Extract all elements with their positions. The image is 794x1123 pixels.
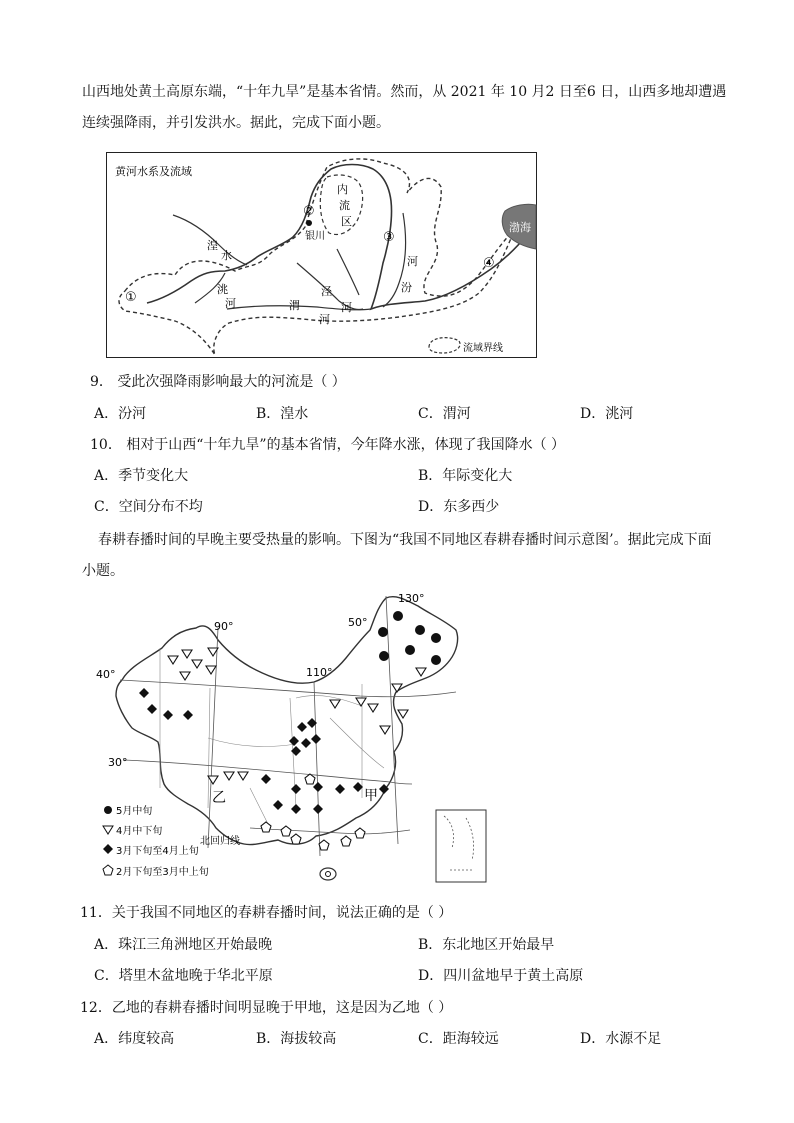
markers-mid-late-april	[168, 648, 426, 784]
place-yi: 乙	[212, 790, 226, 806]
intro2-line2: 小题。	[82, 563, 124, 579]
china-map-svg	[96, 588, 500, 888]
intro1-line2: 连续强降雨，并引发洪水。据此，完成下面小题。	[82, 115, 390, 131]
map1-title: 黄河水系及流域	[115, 165, 192, 178]
q9-option-c: C．渭河	[418, 406, 471, 422]
lon-90-label: 90°	[214, 620, 234, 633]
hainan-marker	[326, 872, 331, 877]
q9-option-a: A．汾河	[94, 406, 147, 422]
legend-pentagon-label: 2月下旬至3月中上旬	[116, 867, 209, 878]
luo-he-river	[337, 249, 359, 295]
legend-circle-icon	[104, 806, 112, 814]
q10-option-a: A．季节变化大	[94, 468, 189, 484]
lon-110-label: 110°	[306, 666, 333, 679]
south-china-sea-inset	[436, 810, 486, 882]
q12-option-d: D．水源不足	[580, 1031, 662, 1047]
tropic-label: 北回归线	[200, 836, 240, 847]
intro1-line1: 山西地处黄土高原东端，“十年九旱”是基本省情。然而，从 2021 年 10 月2 日至6 日，山西多地却遭遇	[82, 84, 727, 100]
legend-diamond-icon	[103, 844, 113, 854]
map1-bohai: 渤海	[509, 221, 531, 234]
intro2-line1: 春耕春播时间的早晚主要受热量的影响。下图为“我国不同地区春耕春播时间示意图’。据此完成下面	[98, 532, 712, 548]
map1-tao2: 河	[225, 297, 236, 310]
map1-huang1: 湟	[207, 239, 218, 252]
legend-diamond-label: 3月下旬至4月上旬	[116, 846, 199, 857]
china-spring-planting-map	[96, 588, 500, 888]
map1-marker-1: ①	[125, 290, 137, 305]
basin-boundary	[119, 159, 515, 355]
q11-option-a: A．珠江三角洲地区开始最晚	[94, 937, 273, 953]
q12-option-a: A．纬度较高	[94, 1031, 175, 1047]
q11-option-d: D．四川盆地早于黄土高原	[418, 968, 584, 984]
map1-legend: 流域界线	[463, 343, 503, 354]
map2-legend	[103, 804, 209, 878]
map1-fen2: 汾	[401, 281, 412, 294]
yellow-river-map-svg	[107, 153, 536, 357]
map1-inner2: 流	[339, 199, 350, 212]
lat-30-label: 30°	[108, 756, 128, 769]
legend-triangle-icon	[103, 826, 113, 834]
yinchuan-dot	[306, 220, 312, 226]
map1-inner1: 内	[337, 183, 348, 196]
map1-inner3: 区	[341, 215, 352, 228]
lat-40-label: 40°	[96, 668, 116, 681]
q12-stem: 12．乙地的春耕春播时间明显晚于甲地，这是因为乙地（ ）	[80, 1000, 453, 1016]
map1-fen1: 河	[407, 255, 418, 268]
q11-option-b: B．东北地区开始最早	[418, 937, 555, 953]
q9-stem: 9． 受此次强降雨影响最大的河流是（ ）	[90, 374, 346, 390]
map1-tao1: 洮	[217, 283, 228, 296]
q11-stem: 11．关于我国不同地区的春耕春播时间，说法正确的是（ ）	[80, 905, 453, 921]
q10-stem: 10． 相对于山西“十年九旱”的基本省情，今年降水涨，体现了我国降水（ ）	[90, 437, 566, 453]
markers-late-march-early-april	[139, 688, 389, 814]
yellow-river-basin-map	[106, 152, 537, 358]
map1-wei1: 渭	[289, 299, 300, 312]
map1-marker-2: ②	[303, 204, 315, 219]
legend-pentagon-icon	[103, 865, 113, 875]
q10-option-c: C．空间分布不均	[94, 499, 203, 515]
q12-option-c: C．距海较远	[418, 1031, 499, 1047]
map1-jing1: 泾	[321, 285, 332, 298]
map1-yinchuan: 银川	[305, 231, 325, 242]
q12-option-b: B．海拔较高	[256, 1031, 337, 1047]
lat-50-label: 50°	[348, 616, 368, 629]
china-outline	[116, 597, 458, 845]
q10-option-d: D．东多西少	[418, 499, 500, 515]
map1-marker-3: ③	[383, 230, 395, 245]
q9-option-d: D．洮河	[580, 406, 634, 422]
legend-dashed-shape	[429, 338, 460, 353]
map1-huang2: 水	[221, 249, 232, 262]
q9-option-b: B．湟水	[256, 406, 309, 422]
place-jia: 甲	[364, 788, 378, 804]
graticule	[120, 596, 456, 856]
legend-triangle-label: 4月中下旬	[116, 826, 163, 837]
q10-option-b: B．年际变化大	[418, 468, 513, 484]
map1-wei2: 河	[319, 313, 330, 326]
map1-jing2: 河	[341, 301, 352, 314]
internal-borders	[160, 648, 384, 828]
legend-circle-label: 5月中旬	[116, 806, 153, 817]
map1-marker-4: ④	[483, 256, 495, 271]
lon-130-label: 130°	[398, 592, 425, 605]
q11-option-c: C．塔里木盆地晚于华北平原	[94, 968, 273, 984]
